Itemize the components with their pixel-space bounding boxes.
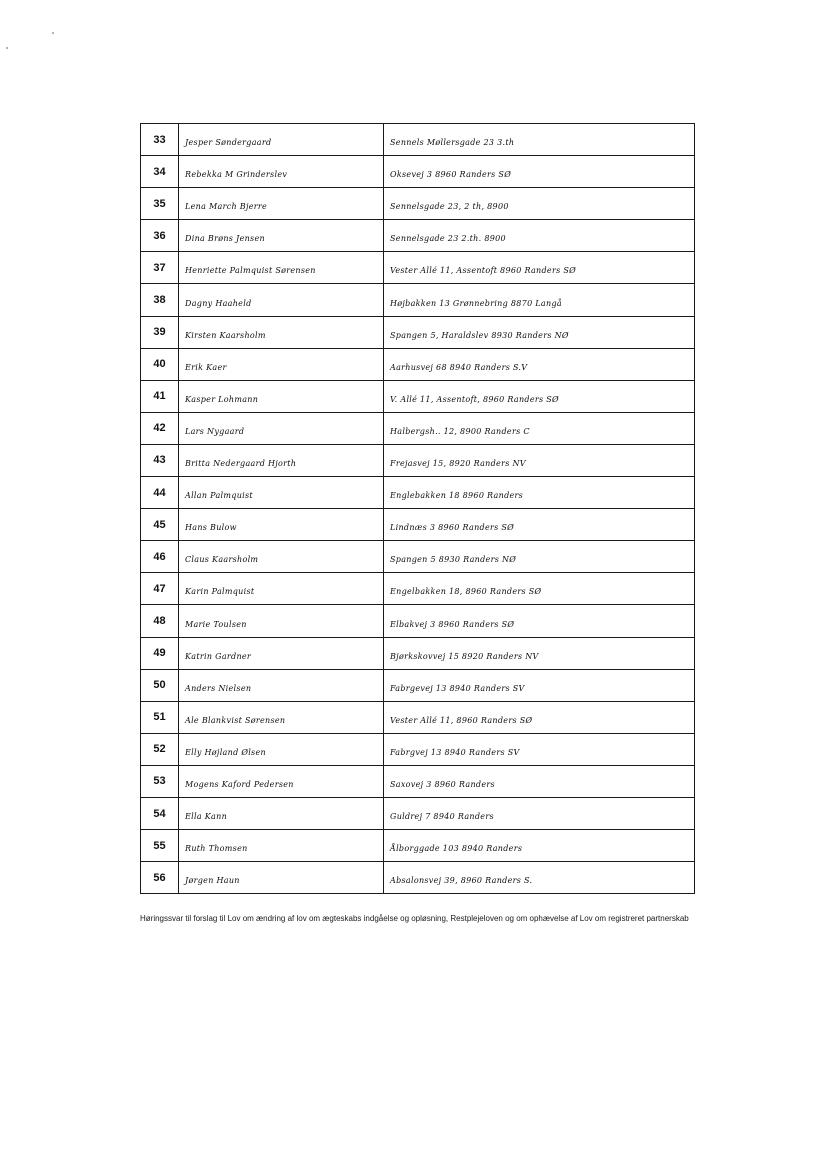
signer-name-cell — [179, 124, 384, 156]
handwritten-name: Dagny Haaheld — [185, 298, 252, 308]
handwritten-address: Absalonsvej 39, 8960 Randers S. — [390, 876, 533, 886]
handwritten-address: Vester Allé 11, 8960 Randers SØ — [390, 715, 533, 725]
handwritten-address: Vester Allé 11, Assentoft 8960 Randers SØ — [390, 266, 576, 276]
handwritten-name: Henriette Palmquist Sørensen — [185, 266, 316, 276]
handwritten-address: Sennelsgade 23 2.th. 8900 — [390, 234, 506, 244]
signer-address-cell — [384, 220, 695, 252]
signer-address-cell — [384, 316, 695, 348]
row-number: 48 — [141, 605, 179, 637]
signature-row — [141, 701, 695, 733]
row-number: 34 — [141, 156, 179, 188]
handwritten-address: Sennelsgade 23, 2 th, 8900 — [390, 202, 509, 212]
signer-address-cell — [384, 605, 695, 637]
signer-address-cell — [384, 188, 695, 220]
signature-row — [141, 765, 695, 797]
signature-row — [141, 509, 695, 541]
signature-row — [141, 380, 695, 412]
row-number: 40 — [141, 348, 179, 380]
signer-address-cell — [384, 284, 695, 316]
signer-address-cell — [384, 477, 695, 509]
row-number: 37 — [141, 252, 179, 284]
signer-name-cell — [179, 284, 384, 316]
signature-row — [141, 316, 695, 348]
handwritten-address: Sennels Møllersgade 23 3.th — [390, 138, 515, 148]
footer-caption: Høringssvar til forslag til Lov om ændring af lov om ægteskabs indgåelse og opløsning, Restplejeloven og om ophævelse af Lov om registreret partnerskab — [140, 914, 689, 923]
handwritten-address: Fabrgevej 13 8940 Randers SV — [390, 683, 525, 693]
handwritten-address: Fabrgvej 13 8940 Randers SV — [390, 747, 520, 757]
handwritten-name: Elly Højland Ølsen — [185, 747, 266, 757]
signer-name-cell — [179, 252, 384, 284]
handwritten-name: Mogens Kaford Pedersen — [185, 779, 294, 789]
handwritten-name: Ale Blankvist Sørensen — [185, 715, 286, 725]
handwritten-name: Rebekka M Grinderslev — [185, 170, 288, 180]
signer-address-cell — [384, 444, 695, 476]
signature-row — [141, 797, 695, 829]
row-number: 52 — [141, 733, 179, 765]
handwritten-address: V. Allé 11, Assentoft, 8960 Randers SØ — [390, 394, 559, 404]
row-number: 47 — [141, 573, 179, 605]
row-number: 45 — [141, 509, 179, 541]
signature-row — [141, 733, 695, 765]
handwritten-address: Ålborggade 103 8940 Randers — [390, 844, 523, 854]
signature-table — [140, 123, 695, 894]
handwritten-name: Claus Kaarsholm — [185, 555, 259, 565]
signer-name-cell — [179, 348, 384, 380]
handwritten-name: Katrin Gardner — [185, 651, 252, 661]
signer-address-cell — [384, 509, 695, 541]
signer-name-cell — [179, 444, 384, 476]
signer-name-cell — [179, 188, 384, 220]
row-number: 38 — [141, 284, 179, 316]
handwritten-address: Saxovej 3 8960 Randers — [390, 779, 495, 789]
handwritten-name: Anders Nielsen — [185, 683, 252, 693]
signer-name-cell — [179, 412, 384, 444]
signature-row — [141, 252, 695, 284]
signer-address-cell — [384, 412, 695, 444]
handwritten-name: Britta Nedergaard Hjorth — [185, 459, 297, 469]
row-number: 53 — [141, 765, 179, 797]
signer-address-cell — [384, 156, 695, 188]
signature-row — [141, 188, 695, 220]
handwritten-address: Spangen 5, Haraldslev 8930 Randers NØ — [390, 330, 569, 340]
handwritten-address: Halbergsh.. 12, 8900 Randers C — [390, 426, 530, 436]
handwritten-name: Marie Toulsen — [185, 619, 247, 629]
row-number: 35 — [141, 188, 179, 220]
signature-row — [141, 605, 695, 637]
row-number: 55 — [141, 830, 179, 862]
signature-row — [141, 637, 695, 669]
signer-name-cell — [179, 380, 384, 412]
handwritten-address: Aarhusvej 68 8940 Randers S.V — [390, 362, 528, 372]
row-number: 36 — [141, 220, 179, 252]
signer-name-cell — [179, 797, 384, 829]
handwritten-name: Kirsten Kaarsholm — [185, 330, 266, 340]
signer-name-cell — [179, 733, 384, 765]
handwritten-name: Erik Kaer — [185, 362, 227, 372]
handwritten-name: Karin Palmquist — [185, 587, 255, 597]
signer-address-cell — [384, 669, 695, 701]
handwritten-name: Ella Kann — [185, 812, 228, 822]
handwritten-address: Oksevej 3 8960 Randers SØ — [390, 170, 512, 180]
signer-name-cell — [179, 573, 384, 605]
signer-address-cell — [384, 573, 695, 605]
signer-name-cell — [179, 156, 384, 188]
handwritten-address: Lindnæs 3 8960 Randers SØ — [390, 523, 514, 533]
signature-row — [141, 220, 695, 252]
handwritten-address: Højbakken 13 Grønnebring 8870 Langå — [390, 298, 562, 308]
signature-rows — [141, 124, 695, 894]
handwritten-name: Allan Palmquist — [185, 491, 253, 501]
row-number: 50 — [141, 669, 179, 701]
scan-speck — [52, 32, 54, 34]
signature-row — [141, 862, 695, 894]
handwritten-address: Bjørkskovvej 15 8920 Randers NV — [390, 651, 539, 661]
signer-address-cell — [384, 252, 695, 284]
signature-row — [141, 444, 695, 476]
signature-row — [141, 830, 695, 862]
handwritten-name: Jørgen Haun — [185, 876, 240, 886]
signer-name-cell — [179, 509, 384, 541]
row-number: 56 — [141, 862, 179, 894]
row-number: 39 — [141, 316, 179, 348]
signature-row — [141, 573, 695, 605]
handwritten-name: Hans Bulow — [185, 523, 237, 533]
row-number: 49 — [141, 637, 179, 669]
row-number: 41 — [141, 380, 179, 412]
row-number: 43 — [141, 444, 179, 476]
signature-row — [141, 348, 695, 380]
signer-address-cell — [384, 862, 695, 894]
handwritten-address: Engelbakken 18, 8960 Randers SØ — [390, 587, 542, 597]
signer-address-cell — [384, 765, 695, 797]
row-number: 33 — [141, 124, 179, 156]
signer-address-cell — [384, 797, 695, 829]
handwritten-name: Jesper Søndergaard — [185, 138, 272, 148]
signer-address-cell — [384, 380, 695, 412]
handwritten-address: Guldrej 7 8940 Randers — [390, 812, 494, 822]
signer-address-cell — [384, 733, 695, 765]
signature-row — [141, 412, 695, 444]
signer-name-cell — [179, 220, 384, 252]
signer-address-cell — [384, 124, 695, 156]
handwritten-name: Ruth Thomsen — [185, 844, 248, 854]
signer-name-cell — [179, 541, 384, 573]
row-number: 51 — [141, 701, 179, 733]
row-number: 44 — [141, 477, 179, 509]
signer-name-cell — [179, 669, 384, 701]
signer-name-cell — [179, 316, 384, 348]
handwritten-name: Dina Brøns Jensen — [185, 234, 265, 244]
signature-row — [141, 156, 695, 188]
signature-row — [141, 284, 695, 316]
handwritten-address: Elbakvej 3 8960 Randers SØ — [390, 619, 515, 629]
signer-address-cell — [384, 348, 695, 380]
handwritten-address: Englebakken 18 8960 Randers — [390, 491, 524, 501]
signer-name-cell — [179, 862, 384, 894]
signer-name-cell — [179, 701, 384, 733]
handwritten-address: Spangen 5 8930 Randers NØ — [390, 555, 517, 565]
row-number: 46 — [141, 541, 179, 573]
scan-speck — [6, 47, 8, 49]
handwritten-name: Lars Nygaard — [185, 426, 245, 436]
signer-name-cell — [179, 830, 384, 862]
row-number: 54 — [141, 797, 179, 829]
signer-name-cell — [179, 637, 384, 669]
signer-name-cell — [179, 765, 384, 797]
signer-address-cell — [384, 701, 695, 733]
signer-address-cell — [384, 541, 695, 573]
signature-row — [141, 669, 695, 701]
signer-name-cell — [179, 605, 384, 637]
signer-address-cell — [384, 637, 695, 669]
signature-row — [141, 124, 695, 156]
row-number: 42 — [141, 412, 179, 444]
signature-row — [141, 541, 695, 573]
handwritten-address: Frejasvej 15, 8920 Randers NV — [390, 459, 526, 469]
signer-name-cell — [179, 477, 384, 509]
signature-row — [141, 477, 695, 509]
handwritten-name: Lena March Bjerre — [185, 202, 268, 212]
signer-address-cell — [384, 830, 695, 862]
handwritten-name: Kasper Lohmann — [185, 394, 259, 404]
